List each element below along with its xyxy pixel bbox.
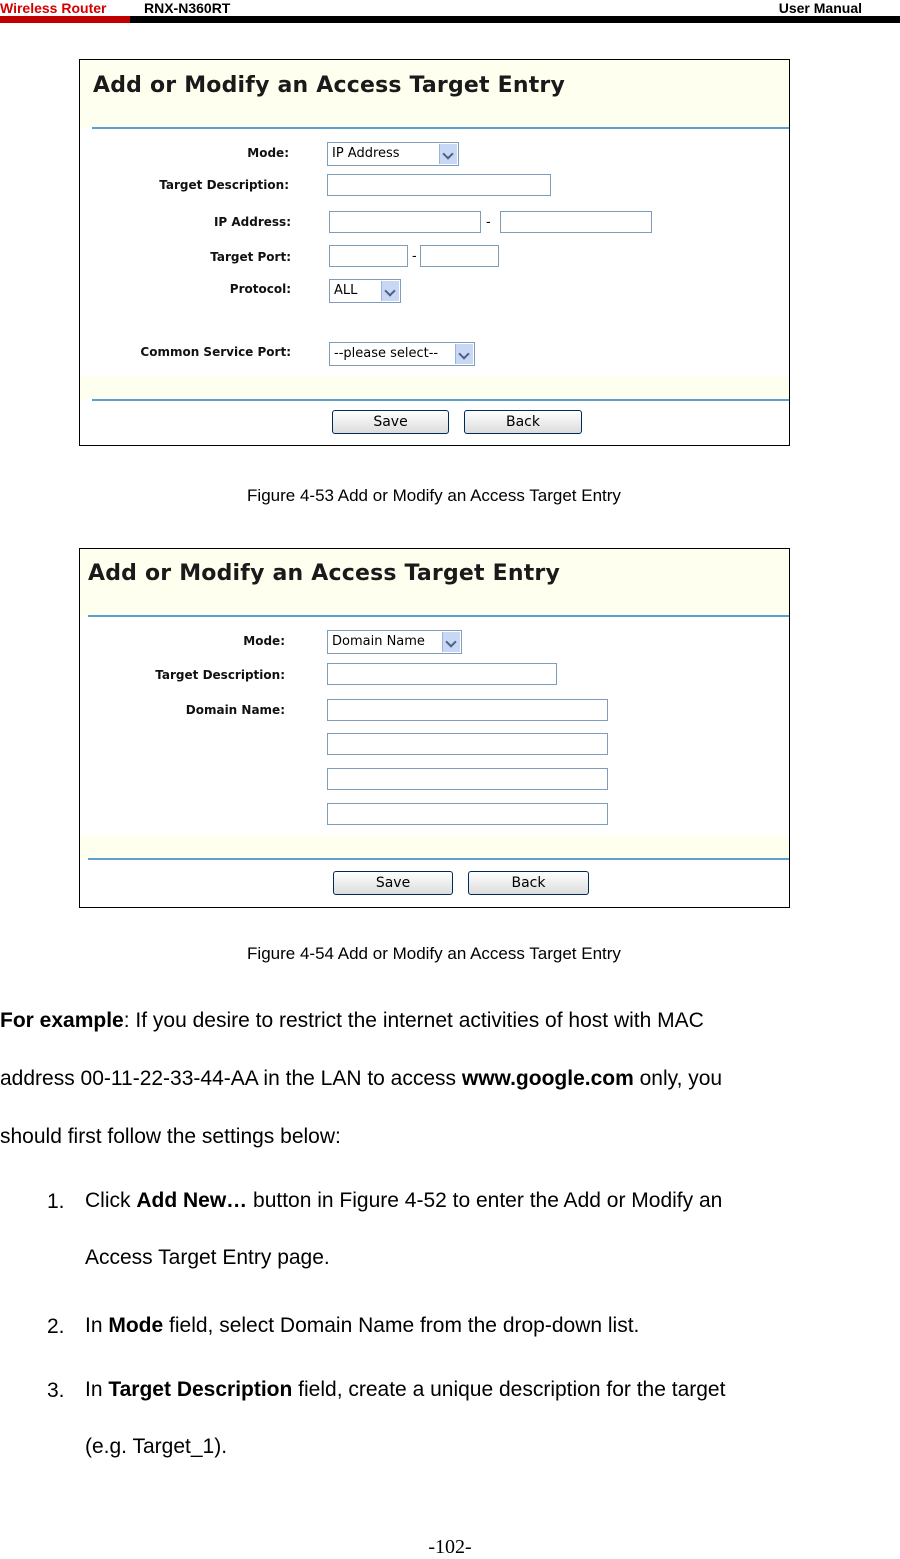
chevron-down-icon [455, 344, 473, 364]
figure-4-54-panel [79, 548, 790, 908]
chevron-down-icon [442, 632, 460, 652]
ip-address-end-input[interactable] [500, 211, 652, 233]
page-number: -102- [428, 1536, 472, 1558]
title-rule [92, 127, 789, 129]
target-port-label: Target Port: [210, 250, 291, 264]
domain-example: www.google.com [461, 1067, 634, 1090]
step-number: 3. [47, 1379, 65, 1402]
mode-select-value: IP Address [332, 146, 400, 161]
header-rule-black [130, 16, 900, 23]
example-paragraph-line-3: should first follow the settings below: [0, 1125, 341, 1148]
mode-select[interactable] [327, 630, 462, 654]
step-number: 2. [47, 1315, 65, 1338]
page-header [0, 0, 900, 26]
domain-name-input-4[interactable] [327, 803, 608, 825]
chevron-down-icon [439, 144, 457, 164]
domain-name-input-1[interactable] [327, 699, 608, 721]
step-1-continued: Access Target Entry page. [85, 1246, 330, 1269]
ip-address-label: IP Address: [213, 215, 291, 229]
target-description-label: Target Description: [155, 668, 285, 682]
step-3-continued: (e.g. Target_1). [85, 1435, 228, 1458]
figure-4-53-caption: Figure 4-53 Add or Modify an Access Target Entry [247, 486, 621, 505]
panel-title: Add or Modify an Access Target Entry [93, 73, 566, 98]
example-paragraph-line-2: address 00-11-22-33-44-AA in the LAN to access www.google.com only, you [0, 1067, 723, 1090]
mode-select-value: Domain Name [332, 634, 425, 649]
mode-label: Mode: [247, 146, 289, 160]
footer-rule [92, 399, 789, 401]
target-port-start-input[interactable] [329, 245, 408, 267]
common-service-port-select[interactable] [329, 342, 475, 366]
save-button[interactable]: Save [333, 871, 453, 895]
footer-band [80, 376, 789, 399]
back-button[interactable]: Back [468, 871, 589, 895]
model-name: RNX-N360RT [144, 0, 231, 16]
ip-address-start-input[interactable] [329, 211, 481, 233]
back-button[interactable]: Back [464, 410, 582, 434]
protocol-select[interactable] [329, 279, 401, 303]
ip-range-separator: - [486, 213, 491, 229]
chevron-down-icon [381, 281, 399, 301]
common-service-port-value: --please select-- [334, 346, 439, 361]
example-label: For example [0, 1009, 124, 1032]
mode-label: Mode: [243, 634, 285, 648]
doc-type: User Manual [778, 0, 862, 16]
domain-name-input-2[interactable] [327, 733, 608, 755]
mode-select[interactable] [327, 142, 459, 166]
port-range-separator: - [412, 247, 417, 263]
domain-name-label: Domain Name: [185, 703, 285, 717]
protocol-select-value: ALL [334, 283, 358, 298]
target-description-input[interactable] [327, 174, 551, 196]
protocol-label: Protocol: [229, 282, 291, 296]
product-name: Wireless Router [0, 0, 107, 16]
step-1: Click Add New… button in Figure 4-52 to enter the Add or Modify an [85, 1189, 723, 1212]
save-button[interactable]: Save [332, 410, 449, 434]
figure-4-54-caption: Figure 4-54 Add or Modify an Access Target Entry [247, 944, 621, 963]
header-rule-red [0, 16, 130, 23]
panel-title: Add or Modify an Access Target Entry [88, 561, 561, 586]
example-paragraph-line-1: For example: If you desire to restrict the internet activities of host with MAC [0, 1009, 704, 1032]
domain-name-input-3[interactable] [327, 768, 608, 790]
target-port-end-input[interactable] [420, 245, 499, 267]
target-description-label: Target Description: [159, 178, 289, 192]
step-2: In Mode field, select Domain Name from the drop-down list. [85, 1314, 640, 1337]
footer-band [80, 835, 789, 858]
title-rule [88, 615, 789, 617]
step-number: 1. [47, 1190, 65, 1213]
common-service-port-label: Common Service Port: [140, 345, 291, 359]
target-description-input[interactable] [327, 663, 557, 685]
figure-4-53-panel [79, 59, 790, 446]
footer-rule [88, 858, 789, 860]
step-3: In Target Description field, create a unique description for the target [85, 1378, 726, 1401]
